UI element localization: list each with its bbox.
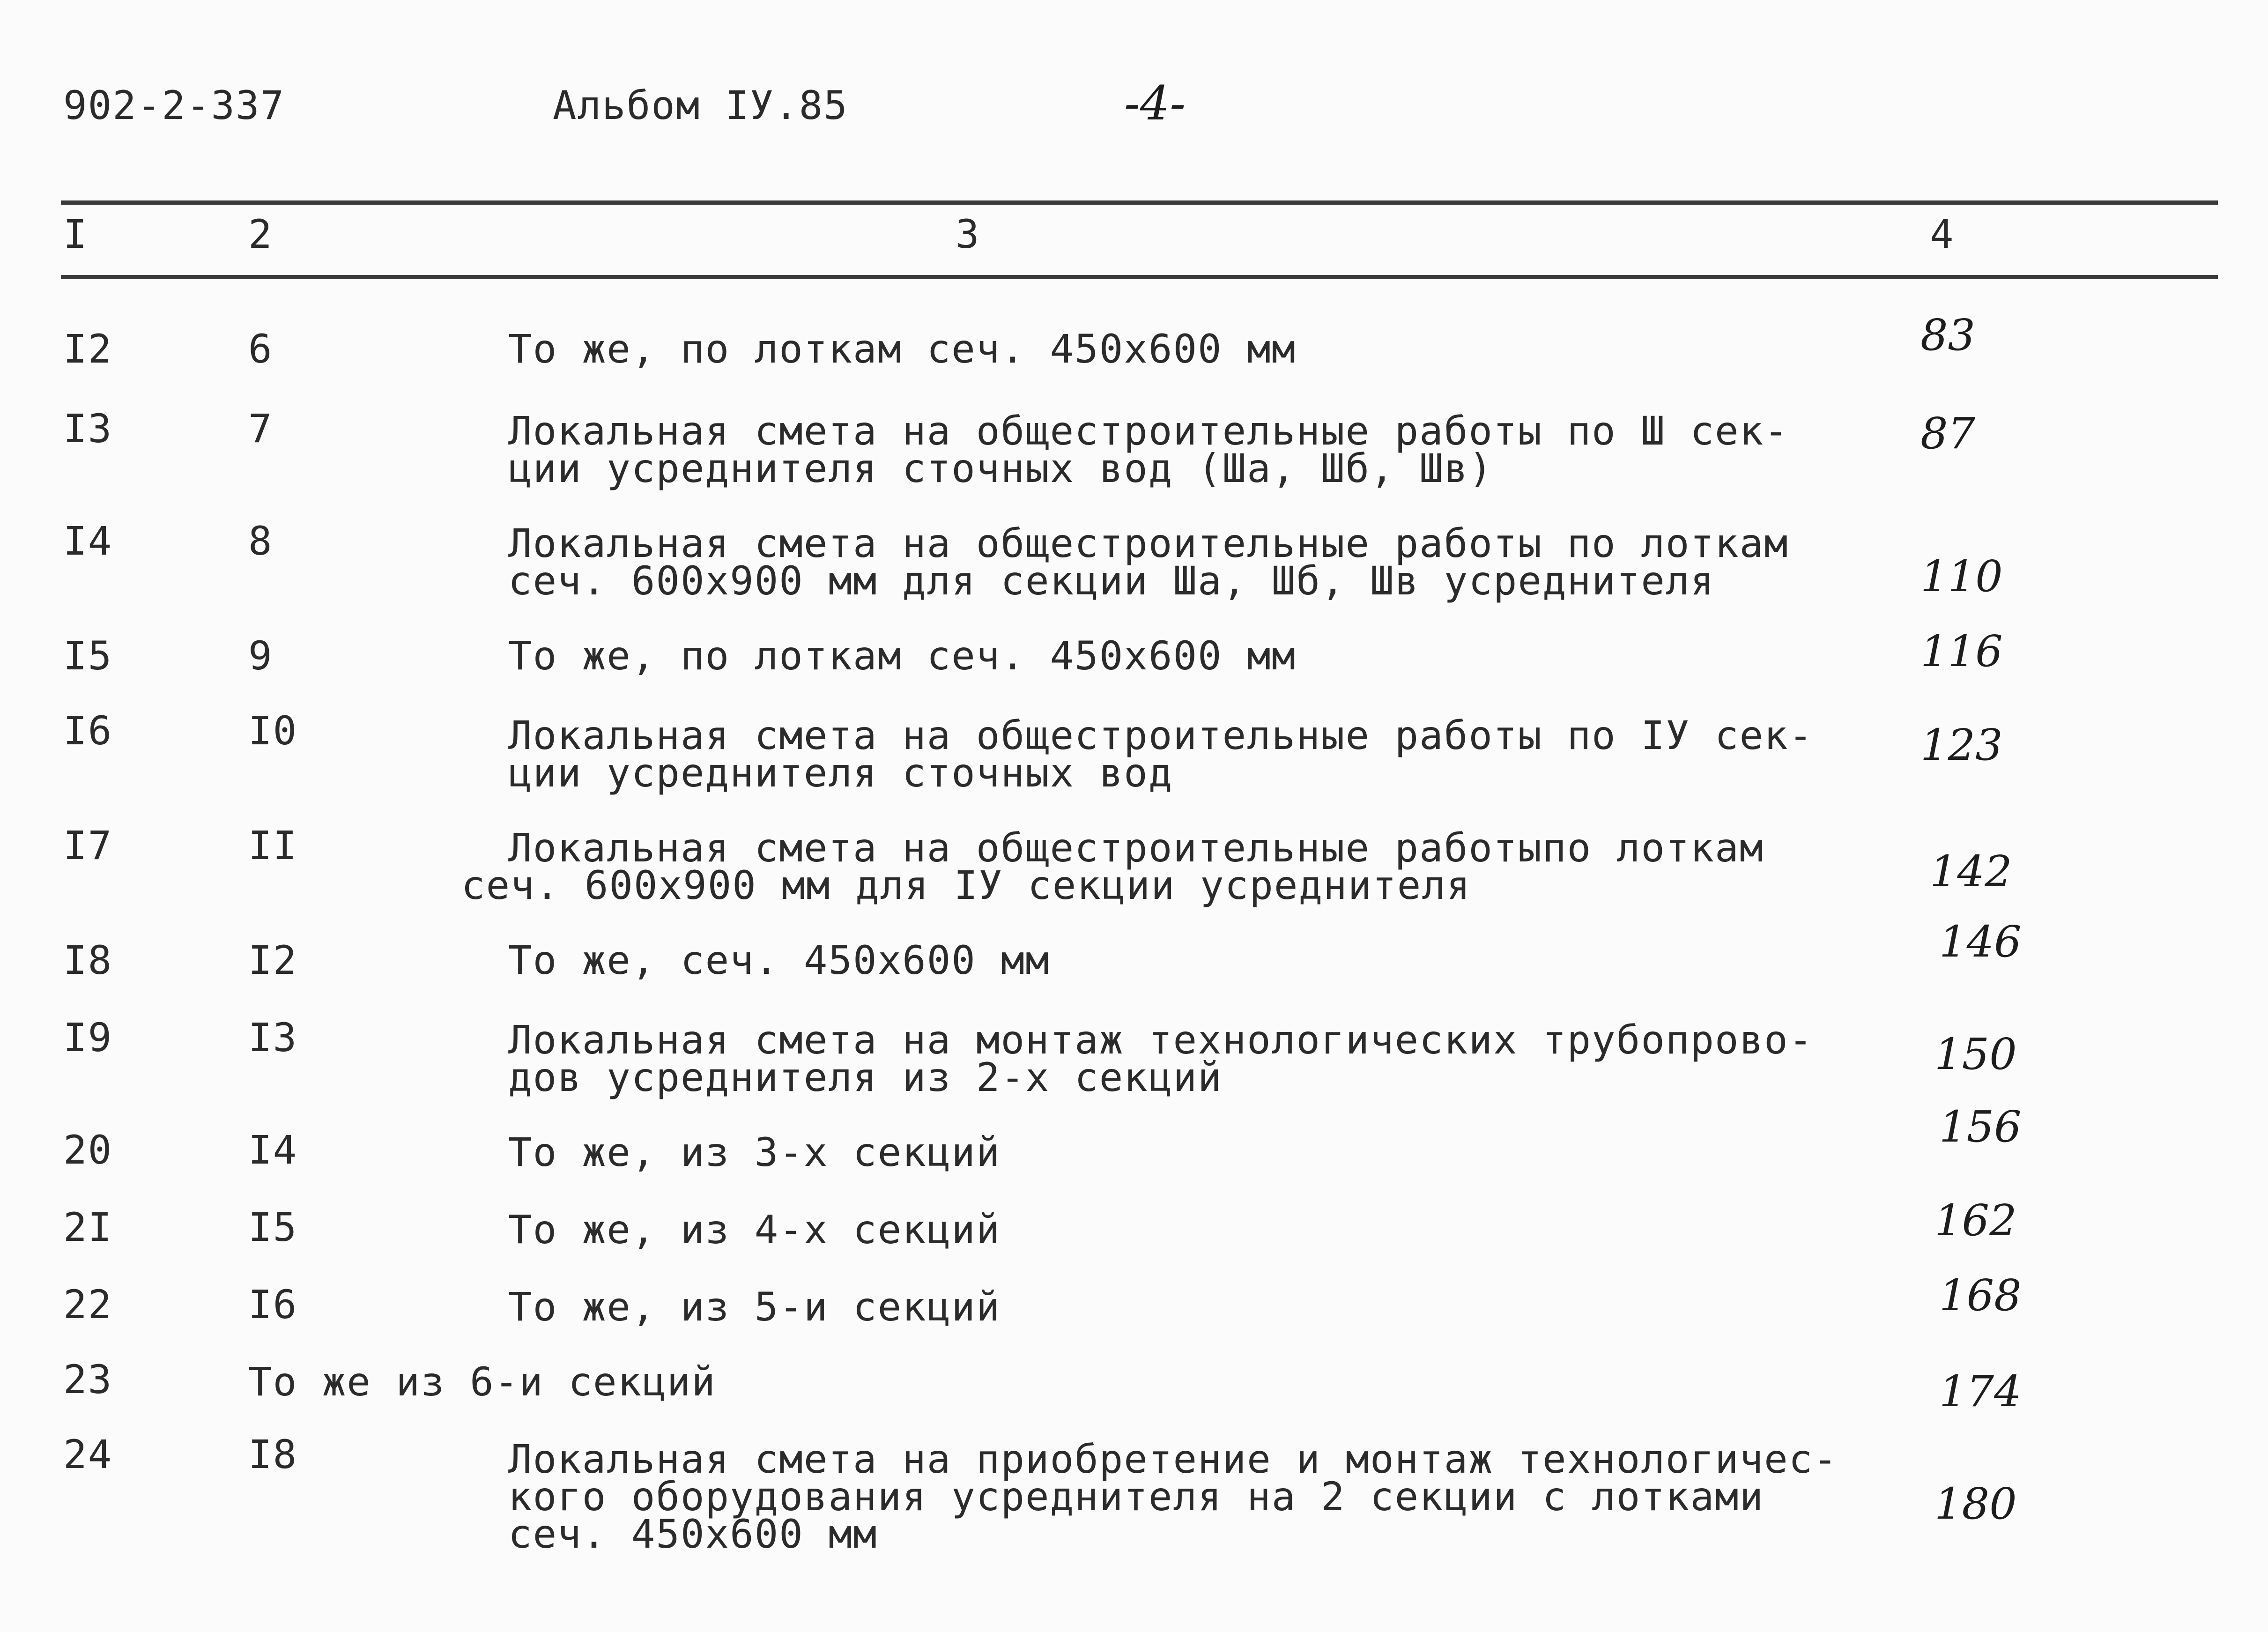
doc-code: 902-2-337 (63, 82, 285, 128)
row-text-line: сеч. 600x900 мм для IУ секции усреднителя (461, 862, 1471, 908)
row-number: 22 (63, 1282, 113, 1328)
column-header-2: 2 (248, 211, 273, 257)
row-page: 83 (1920, 310, 1976, 360)
row-page: 168 (1939, 1270, 2022, 1320)
column-header-1: I (63, 211, 88, 257)
row-number: 2I (63, 1204, 113, 1250)
row-number: I7 (63, 823, 113, 868)
row-sheet: 7 (248, 406, 273, 452)
row-page: 87 (1920, 408, 1976, 459)
row-number: I2 (63, 326, 113, 372)
row-sheet: I5 (248, 1204, 298, 1250)
header-rule-bottom (61, 275, 2218, 279)
row-page: 174 (1939, 1366, 2022, 1417)
row-sheet: I4 (248, 1127, 298, 1173)
row-text-line: То же, по лоткам сеч. 450x600 мм (508, 633, 1297, 679)
row-page: 142 (1930, 846, 2012, 897)
row-sheet: I2 (248, 937, 298, 983)
row-number: I3 (63, 406, 113, 452)
row-sheet: II (248, 823, 298, 868)
row-text-line: То же, сеч. 450x600 мм (508, 937, 1050, 983)
row-page: 123 (1920, 720, 2003, 770)
row-page: 146 (1939, 917, 2022, 967)
row-text-line: сеч. 600x900 мм для секции Ша, Шб, Шв усреднителя (508, 558, 1715, 604)
row-number: 24 (63, 1432, 113, 1477)
row-text-line: ции усреднителя сточных вод (508, 750, 1173, 796)
column-header-4: 4 (1930, 211, 1955, 257)
row-text-line: Локальная смета на общестроительные работы по IУ сек- (508, 712, 1814, 758)
row-page: 156 (1939, 1102, 2022, 1152)
row-number: 23 (63, 1357, 113, 1402)
row-text-line: дов усреднителя из 2-х секций (508, 1054, 1223, 1100)
row-sheet: I8 (248, 1432, 298, 1477)
row-sheet: 9 (248, 633, 273, 679)
row-page: 110 (1920, 551, 2003, 601)
row-text-line: То же из 6-и секций (248, 1359, 716, 1405)
row-sheet: I3 (248, 1015, 298, 1061)
row-number: 20 (63, 1127, 113, 1173)
row-sheet: 8 (248, 518, 273, 564)
row-text-line: Локальная смета на общестроительные работы по Ш сек- (508, 408, 1789, 454)
row-text-line: сеч. 450x600 мм (508, 1511, 878, 1557)
row-text-line: То же, из 4-х секций (508, 1207, 1001, 1253)
row-sheet: 6 (248, 326, 273, 372)
row-sheet: I0 (248, 708, 298, 754)
column-header-3: 3 (956, 211, 980, 257)
row-number: I6 (63, 708, 113, 754)
album-label: Альбом IУ.85 (553, 82, 848, 128)
row-page: 116 (1920, 626, 2003, 676)
row-number: I5 (63, 633, 113, 679)
row-sheet: I6 (248, 1282, 298, 1328)
row-text-line: кого оборудования усреднителя на 2 секции с лотками (508, 1474, 1764, 1520)
row-text-line: Локальная смета на общестроительные работыпо лоткам (508, 825, 1764, 871)
row-text-line: Локальная смета на приобретение и монтаж технологичес- (508, 1436, 1838, 1482)
row-text-line: ции усреднителя сточных вод (Ша, Шб, Шв) (508, 445, 1493, 491)
row-number: I4 (63, 518, 113, 564)
row-text-line: Локальная смета на монтаж технологических трубопрово- (508, 1017, 1814, 1063)
header-rule-top (61, 200, 2218, 205)
row-page: 180 (1934, 1479, 2017, 1529)
row-page: 162 (1934, 1195, 2017, 1246)
row-text-line: То же, из 3-х секций (508, 1129, 1001, 1175)
row-text-line: То же, из 5-и секций (508, 1284, 1001, 1330)
row-text-line: То же, по лоткам сеч. 450x600 мм (508, 326, 1297, 372)
page-number: -4- (1124, 76, 1186, 131)
row-text-line: Локальная смета на общестроительные работы по лоткам (508, 520, 1789, 566)
row-number: I9 (63, 1015, 113, 1061)
row-number: I8 (63, 937, 113, 983)
row-page: 150 (1934, 1029, 2017, 1079)
